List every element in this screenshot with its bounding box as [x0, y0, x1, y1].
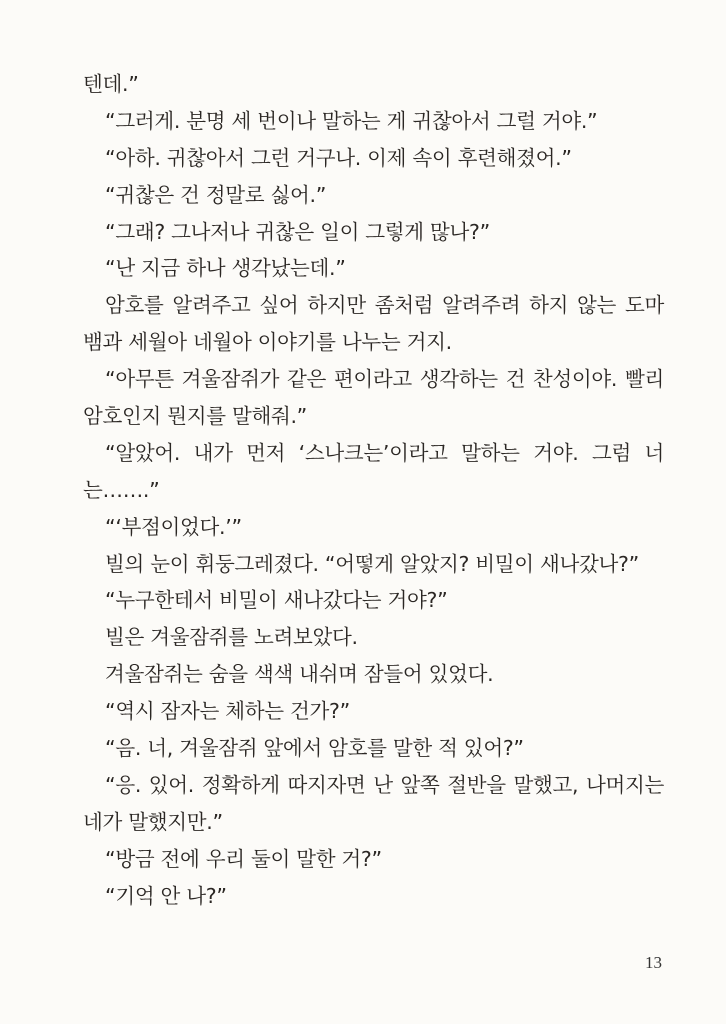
text-line: 텐데.”	[83, 72, 139, 96]
text-line: 암호인지 뭔지를 말해줘.”	[83, 404, 307, 429]
text-line: 빌의 눈이 휘둥그레졌다. “어떻게 알았지? 비밀이 새나갔나?”	[105, 551, 639, 576]
text-line: “음. 너, 겨울잠쥐 앞에서 암호를 말한 적 있어?”	[105, 736, 524, 761]
page-number: 13	[645, 953, 662, 972]
text-line: 네가 말했지만.”	[83, 809, 223, 834]
text-line: 암호를 알려주고 싶어 하지만 좀처럼 알려주려 하지 않는 도마	[105, 293, 664, 318]
body-text	[83, 66, 664, 914]
text-line: “알았어. 내가 먼저 ‘스나크는’이라고 말하는 거야. 그럼 너	[105, 440, 664, 465]
text-line: 겨울잠쥐는 숨을 색색 내쉬며 잠들어 있었다.	[105, 662, 494, 687]
text-line: “귀찮은 건 정말로 싫어.”	[105, 182, 327, 207]
text-line: 뱀과 세월아 네월아 이야기를 나누는 거지.	[83, 330, 452, 355]
text-line: 는…….”	[83, 477, 160, 502]
text-line: 빌은 겨울잠쥐를 노려보았다.	[105, 625, 358, 650]
text-line: “누구한테서 비밀이 새나갔다는 거야?”	[105, 588, 448, 613]
text-line: “그래? 그나저나 귀찮은 일이 그렇게 많나?”	[105, 219, 490, 244]
text-line: “역시 잠자는 체하는 건가?”	[105, 699, 350, 724]
text-line: “아하. 귀찮아서 그런 거구나. 이제 속이 후련해졌어.”	[105, 145, 572, 170]
text-line: “난 지금 하나 생각났는데.”	[105, 256, 346, 281]
text-line: “방금 전에 우리 둘이 말한 거?”	[105, 846, 382, 871]
text-line: “응. 있어. 정확하게 따지자면 난 앞쪽 절반을 말했고, 나머지는	[105, 772, 664, 797]
text-line: “그러게. 분명 세 번이나 말하는 게 귀찮아서 그럴 거야.”	[105, 108, 598, 133]
text-line: “아무튼 겨울잠쥐가 같은 편이라고 생각하는 건 찬성이야. 빨리	[105, 367, 664, 392]
text-line: “기억 안 나?”	[105, 883, 227, 908]
text-line: “‘부점이었다.’”	[105, 514, 242, 539]
